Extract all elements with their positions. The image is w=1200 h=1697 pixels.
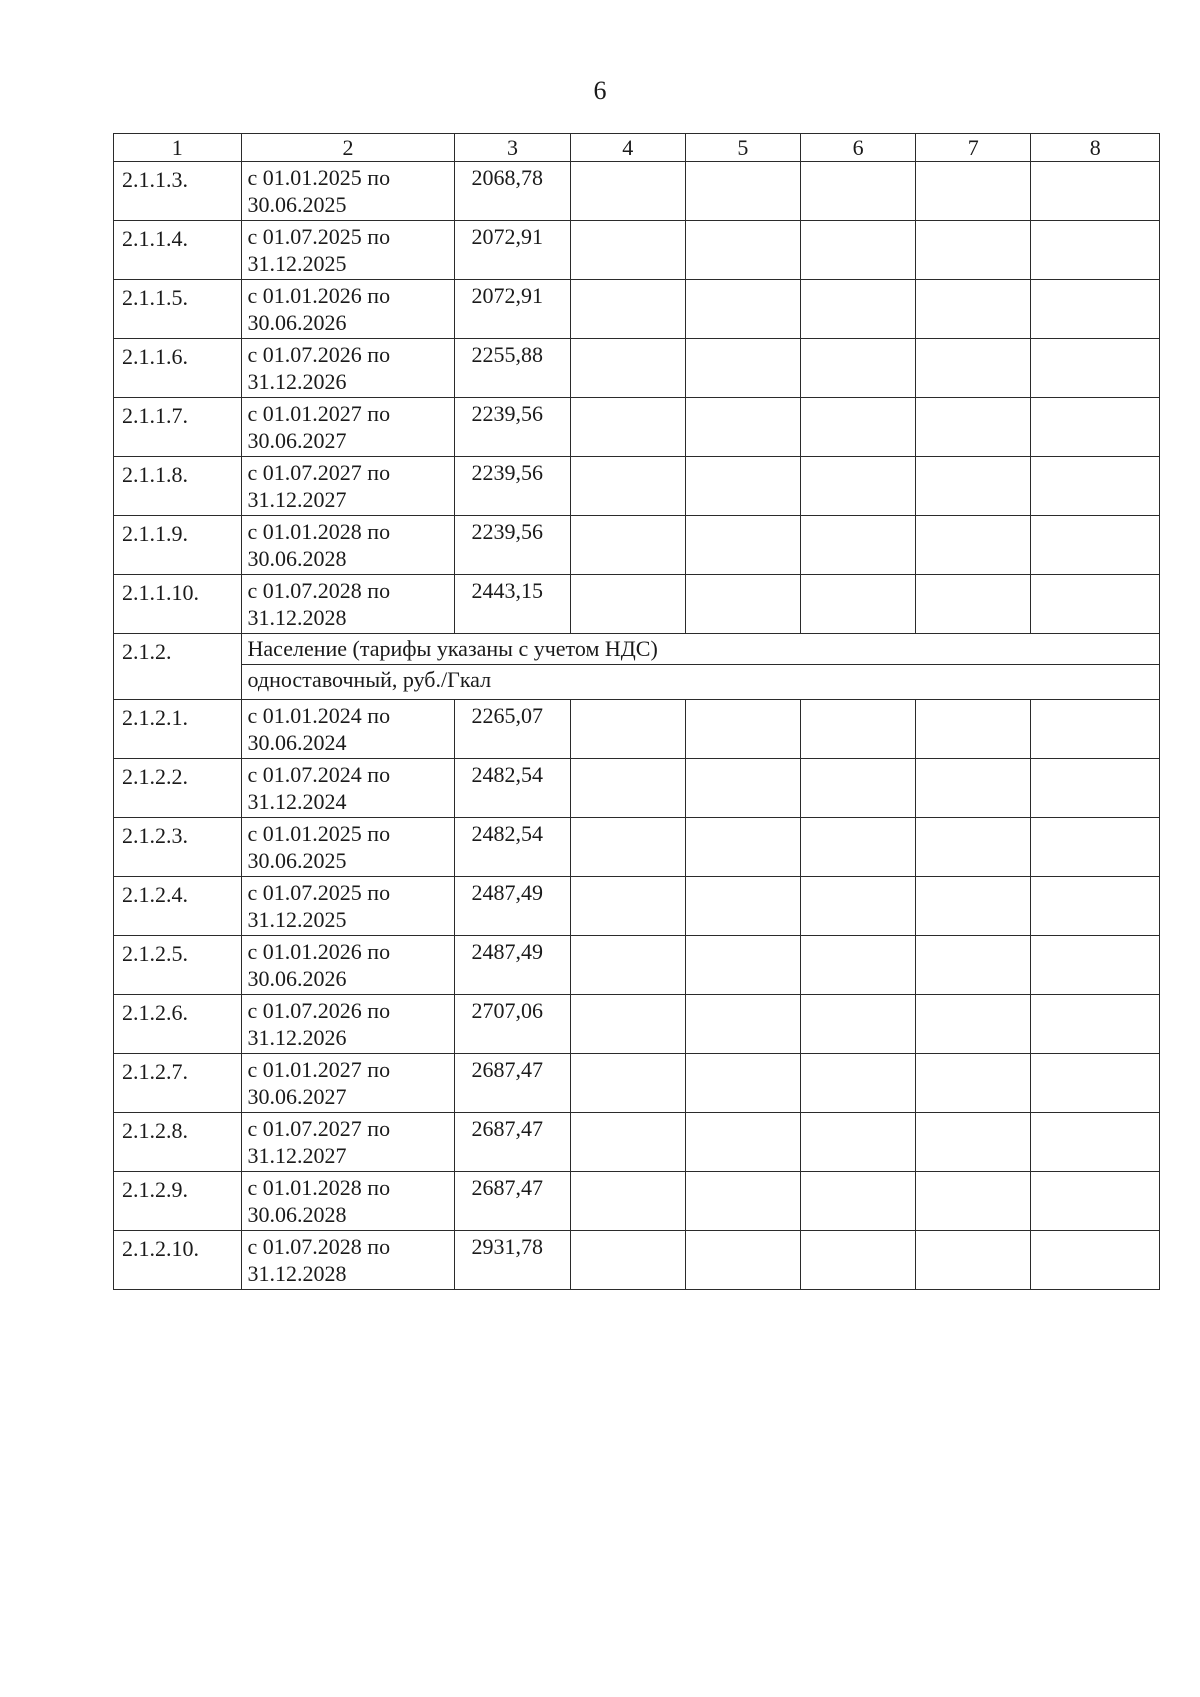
empty-cell — [685, 1054, 800, 1113]
period-start: с 01.01.2025 по — [247, 821, 391, 846]
empty-cell — [1031, 936, 1160, 995]
empty-cell — [916, 995, 1031, 1054]
period-cell — [241, 936, 455, 995]
empty-cell — [685, 575, 800, 634]
empty-cell — [1031, 280, 1160, 339]
period-cell — [241, 457, 455, 516]
row-number: 2.1.2.2. — [114, 759, 242, 818]
empty-cell — [685, 759, 800, 818]
period-end: 30.06.2024 — [247, 730, 347, 755]
empty-cell — [570, 1231, 685, 1290]
empty-cell — [1031, 1231, 1160, 1290]
tariff-value: 2239,56 — [455, 398, 570, 457]
table-row — [114, 759, 1160, 818]
period-end: 30.06.2028 — [247, 1202, 347, 1227]
period-cell — [241, 877, 455, 936]
period-start: с 01.07.2027 по — [247, 1116, 391, 1141]
empty-cell — [685, 1231, 800, 1290]
row-number: 2.1.1.8. — [114, 457, 242, 516]
table-row — [114, 162, 1160, 221]
tariff-value: 2072,91 — [455, 280, 570, 339]
empty-cell — [685, 280, 800, 339]
empty-cell — [801, 1172, 916, 1231]
column-number-row — [114, 134, 1160, 162]
period-start: с 01.01.2028 по — [247, 519, 391, 544]
empty-cell — [685, 1172, 800, 1231]
period-cell — [241, 575, 455, 634]
empty-cell — [570, 280, 685, 339]
empty-cell — [1031, 398, 1160, 457]
empty-cell — [916, 1172, 1031, 1231]
column-number: 4 — [570, 134, 685, 162]
empty-cell — [916, 1113, 1031, 1172]
empty-cell — [570, 700, 685, 759]
tariff-table — [113, 133, 1160, 1290]
empty-cell — [1031, 1054, 1160, 1113]
period-end: 31.12.2026 — [247, 369, 347, 394]
period-start: с 01.07.2028 по — [247, 1234, 391, 1259]
period-start: с 01.07.2026 по — [247, 342, 391, 367]
empty-cell — [801, 516, 916, 575]
empty-cell — [801, 1113, 916, 1172]
table-row — [114, 398, 1160, 457]
row-number: 2.1.1.4. — [114, 221, 242, 280]
period-start: с 01.01.2028 по — [247, 1175, 391, 1200]
period-cell — [241, 1113, 455, 1172]
column-number: 8 — [1031, 134, 1160, 162]
period-end: 31.12.2028 — [247, 605, 347, 630]
period-start: с 01.01.2025 по — [247, 165, 391, 190]
table-row — [114, 457, 1160, 516]
empty-cell — [1031, 339, 1160, 398]
empty-cell — [570, 339, 685, 398]
page-number: 6 — [593, 76, 607, 105]
empty-cell — [570, 1054, 685, 1113]
table-row — [114, 995, 1160, 1054]
section-number: 2.1.2. — [114, 634, 242, 700]
empty-cell — [801, 398, 916, 457]
table-row — [114, 221, 1160, 280]
empty-cell — [801, 162, 916, 221]
section-subtitle: одноставочный, руб./Гкал — [241, 665, 1159, 700]
empty-cell — [801, 280, 916, 339]
empty-cell — [1031, 877, 1160, 936]
tariff-value: 2072,91 — [455, 221, 570, 280]
tariff-value: 2068,78 — [455, 162, 570, 221]
period-cell — [241, 700, 455, 759]
tariff-value: 2707,06 — [455, 995, 570, 1054]
empty-cell — [916, 280, 1031, 339]
empty-cell — [1031, 516, 1160, 575]
column-number: 5 — [685, 134, 800, 162]
period-cell — [241, 818, 455, 877]
tariff-value: 2239,56 — [455, 457, 570, 516]
period-cell — [241, 1172, 455, 1231]
empty-cell — [685, 339, 800, 398]
tariff-value: 2687,47 — [455, 1054, 570, 1113]
table-row — [114, 1172, 1160, 1231]
table-row — [114, 339, 1160, 398]
empty-cell — [801, 1054, 916, 1113]
tariff-value: 2239,56 — [455, 516, 570, 575]
empty-cell — [685, 398, 800, 457]
period-cell — [241, 1054, 455, 1113]
section-title: Население (тарифы указаны с учетом НДС) — [241, 634, 1159, 665]
row-number: 2.1.2.5. — [114, 936, 242, 995]
period-end: 30.06.2025 — [247, 848, 347, 873]
period-end: 31.12.2027 — [247, 487, 347, 512]
empty-cell — [801, 877, 916, 936]
empty-cell — [1031, 1113, 1160, 1172]
empty-cell — [570, 759, 685, 818]
empty-cell — [801, 818, 916, 877]
empty-cell — [916, 398, 1031, 457]
empty-cell — [916, 516, 1031, 575]
empty-cell — [801, 936, 916, 995]
period-start: с 01.01.2026 по — [247, 283, 391, 308]
period-cell — [241, 162, 455, 221]
row-number: 2.1.2.7. — [114, 1054, 242, 1113]
table-row — [114, 1231, 1160, 1290]
empty-cell — [801, 575, 916, 634]
empty-cell — [801, 221, 916, 280]
row-number: 2.1.2.9. — [114, 1172, 242, 1231]
row-number: 2.1.2.4. — [114, 877, 242, 936]
period-cell — [241, 1231, 455, 1290]
row-number: 2.1.1.7. — [114, 398, 242, 457]
period-cell — [241, 339, 455, 398]
period-end: 31.12.2025 — [247, 251, 347, 276]
row-number: 2.1.1.5. — [114, 280, 242, 339]
period-end: 31.12.2025 — [247, 907, 347, 932]
tariff-value: 2265,07 — [455, 700, 570, 759]
empty-cell — [570, 398, 685, 457]
empty-cell — [685, 221, 800, 280]
empty-cell — [570, 516, 685, 575]
empty-cell — [685, 516, 800, 575]
empty-cell — [1031, 700, 1160, 759]
empty-cell — [1031, 457, 1160, 516]
empty-cell — [570, 162, 685, 221]
empty-cell — [685, 877, 800, 936]
tariff-value: 2687,47 — [455, 1113, 570, 1172]
column-number: 2 — [241, 134, 455, 162]
tariff-value: 2255,88 — [455, 339, 570, 398]
empty-cell — [570, 457, 685, 516]
period-start: с 01.07.2027 по — [247, 460, 391, 485]
empty-cell — [801, 700, 916, 759]
period-start: с 01.07.2024 по — [247, 762, 391, 787]
empty-cell — [685, 936, 800, 995]
table-row — [114, 877, 1160, 936]
empty-cell — [1031, 759, 1160, 818]
period-end: 30.06.2026 — [247, 310, 347, 335]
table-row — [114, 575, 1160, 634]
empty-cell — [916, 759, 1031, 818]
empty-cell — [801, 759, 916, 818]
empty-cell — [570, 995, 685, 1054]
period-end: 30.06.2028 — [247, 546, 347, 571]
period-start: с 01.01.2027 по — [247, 401, 391, 426]
tariff-value: 2931,78 — [455, 1231, 570, 1290]
empty-cell — [801, 339, 916, 398]
row-number: 2.1.1.3. — [114, 162, 242, 221]
tariff-value: 2487,49 — [455, 877, 570, 936]
empty-cell — [685, 995, 800, 1054]
period-start: с 01.07.2025 по — [247, 224, 391, 249]
period-start: с 01.01.2024 по — [247, 703, 391, 728]
column-number: 7 — [916, 134, 1031, 162]
empty-cell — [916, 162, 1031, 221]
period-cell — [241, 280, 455, 339]
table-row — [114, 936, 1160, 995]
empty-cell — [916, 936, 1031, 995]
empty-cell — [570, 818, 685, 877]
column-number: 1 — [114, 134, 242, 162]
empty-cell — [570, 877, 685, 936]
period-cell — [241, 995, 455, 1054]
column-number: 6 — [801, 134, 916, 162]
table-row — [114, 818, 1160, 877]
period-start: с 01.07.2025 по — [247, 880, 391, 905]
period-end: 30.06.2025 — [247, 192, 347, 217]
section-subtitle-row — [114, 665, 1160, 700]
empty-cell — [570, 221, 685, 280]
row-number: 2.1.2.10. — [114, 1231, 242, 1290]
row-number: 2.1.2.3. — [114, 818, 242, 877]
empty-cell — [801, 995, 916, 1054]
empty-cell — [916, 457, 1031, 516]
period-cell — [241, 759, 455, 818]
table-row — [114, 700, 1160, 759]
empty-cell — [916, 877, 1031, 936]
table-body — [114, 134, 1160, 1290]
period-start: с 01.01.2027 по — [247, 1057, 391, 1082]
tariff-value: 2482,54 — [455, 759, 570, 818]
period-end: 31.12.2026 — [247, 1025, 347, 1050]
empty-cell — [916, 818, 1031, 877]
period-start: с 01.01.2026 по — [247, 939, 391, 964]
section-row — [114, 634, 1160, 665]
table-row — [114, 1054, 1160, 1113]
empty-cell — [570, 575, 685, 634]
row-number: 2.1.2.8. — [114, 1113, 242, 1172]
period-end: 31.12.2028 — [247, 1261, 347, 1286]
period-cell — [241, 221, 455, 280]
period-start: с 01.07.2028 по — [247, 578, 391, 603]
table-row — [114, 516, 1160, 575]
empty-cell — [685, 457, 800, 516]
empty-cell — [916, 1231, 1031, 1290]
empty-cell — [570, 1172, 685, 1231]
empty-cell — [801, 1231, 916, 1290]
period-cell — [241, 398, 455, 457]
period-end: 31.12.2027 — [247, 1143, 347, 1168]
period-cell — [241, 516, 455, 575]
empty-cell — [916, 1054, 1031, 1113]
row-number: 2.1.1.9. — [114, 516, 242, 575]
empty-cell — [1031, 818, 1160, 877]
period-end: 30.06.2027 — [247, 428, 347, 453]
empty-cell — [801, 457, 916, 516]
table-row — [114, 1113, 1160, 1172]
empty-cell — [1031, 162, 1160, 221]
empty-cell — [570, 1113, 685, 1172]
empty-cell — [685, 1113, 800, 1172]
empty-cell — [1031, 1172, 1160, 1231]
row-number: 2.1.1.10. — [114, 575, 242, 634]
empty-cell — [916, 221, 1031, 280]
empty-cell — [916, 339, 1031, 398]
column-number: 3 — [455, 134, 570, 162]
row-number: 2.1.2.6. — [114, 995, 242, 1054]
row-number: 2.1.1.6. — [114, 339, 242, 398]
empty-cell — [685, 162, 800, 221]
table-row — [114, 280, 1160, 339]
period-start: с 01.07.2026 по — [247, 998, 391, 1023]
empty-cell — [570, 936, 685, 995]
empty-cell — [1031, 575, 1160, 634]
period-end: 30.06.2026 — [247, 966, 347, 991]
empty-cell — [685, 818, 800, 877]
tariff-value: 2443,15 — [455, 575, 570, 634]
empty-cell — [1031, 221, 1160, 280]
period-end: 30.06.2027 — [247, 1084, 347, 1109]
empty-cell — [916, 700, 1031, 759]
tariff-value: 2487,49 — [455, 936, 570, 995]
empty-cell — [685, 700, 800, 759]
period-end: 31.12.2024 — [247, 789, 347, 814]
tariff-value: 2687,47 — [455, 1172, 570, 1231]
empty-cell — [916, 575, 1031, 634]
row-number: 2.1.2.1. — [114, 700, 242, 759]
tariff-value: 2482,54 — [455, 818, 570, 877]
empty-cell — [1031, 995, 1160, 1054]
